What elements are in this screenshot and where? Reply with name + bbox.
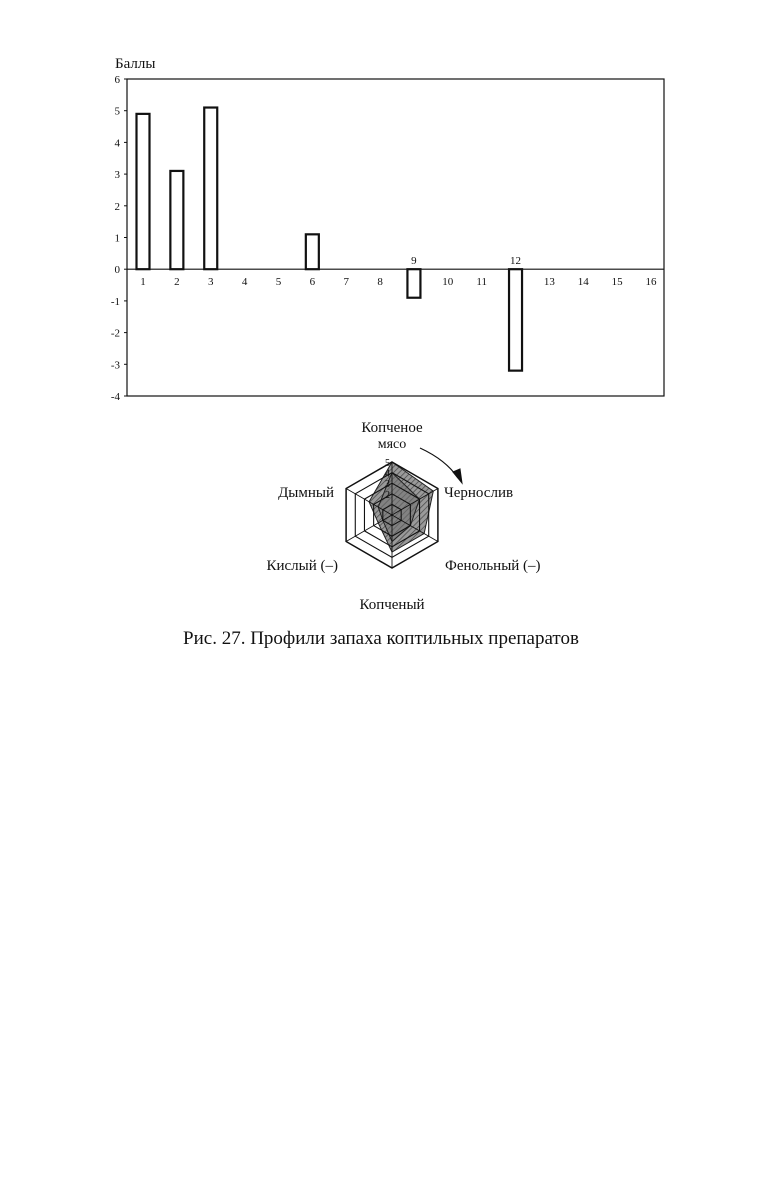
x-tick-label: 13 <box>543 276 555 289</box>
x-tick-label: 4 <box>241 276 248 289</box>
bar-3 <box>204 108 217 270</box>
y-tick-label: 5 <box>114 105 120 118</box>
bar-1 <box>137 114 150 269</box>
radar-ring-label: 3 <box>385 479 390 491</box>
x-tick-label: 8 <box>377 276 383 289</box>
radar-ring-label: 5 <box>385 458 390 469</box>
direction-arrowhead <box>453 469 462 483</box>
x-tick-label: 12 <box>510 255 522 268</box>
x-tick-label: 15 <box>611 276 623 289</box>
x-tick-label: 6 <box>309 276 316 289</box>
direction-arrow <box>420 448 458 478</box>
figure-caption: Рис. 27. Профили запаха коптильных препаратов <box>183 628 579 649</box>
y-tick-label: -1 <box>110 295 120 308</box>
bar-12 <box>509 269 522 370</box>
radar-axis-label: Дымный <box>278 485 334 501</box>
x-tick-label: 3 <box>207 276 214 289</box>
radar-axis-label: Фенольный (–) <box>445 558 541 574</box>
y-axis-label: Баллы <box>115 56 156 72</box>
x-tick-label: 9 <box>411 255 417 268</box>
x-tick-label: 11 <box>476 276 487 289</box>
x-tick-label: 1 <box>140 276 146 289</box>
bar-9 <box>407 269 420 298</box>
bar-2 <box>170 171 183 269</box>
radar-axis-label: Кислый (–) <box>266 558 338 574</box>
y-tick-label: -4 <box>110 391 120 403</box>
x-tick-label: 16 <box>645 276 657 289</box>
y-tick-label: 1 <box>114 232 120 245</box>
bar-chart <box>111 56 664 403</box>
y-tick-label: -3 <box>110 359 120 372</box>
radar-axis-label: Чернослив <box>444 485 514 501</box>
y-tick-label: 0 <box>114 264 120 277</box>
x-tick-label: 14 <box>577 276 589 289</box>
y-tick-label: 3 <box>114 169 120 182</box>
radar-axis-label: Копченый <box>359 597 425 613</box>
bar-6 <box>306 234 319 269</box>
radar-axis-label: Копченое <box>361 420 423 436</box>
x-tick-label: 7 <box>343 276 349 289</box>
y-tick-label: -2 <box>110 327 120 340</box>
radar-ring-label: 4 <box>385 468 390 480</box>
x-tick-label: 5 <box>275 276 282 289</box>
x-tick-label: 10 <box>442 276 454 289</box>
y-tick-label: 2 <box>114 200 120 213</box>
radar-axis-label: мясо <box>377 437 407 452</box>
x-tick-label: 2 <box>174 276 180 289</box>
y-tick-label: 6 <box>114 74 120 86</box>
y-tick-label: 4 <box>114 137 120 150</box>
radar-chart <box>266 420 540 613</box>
radar-ring-label: 2 <box>385 489 390 501</box>
